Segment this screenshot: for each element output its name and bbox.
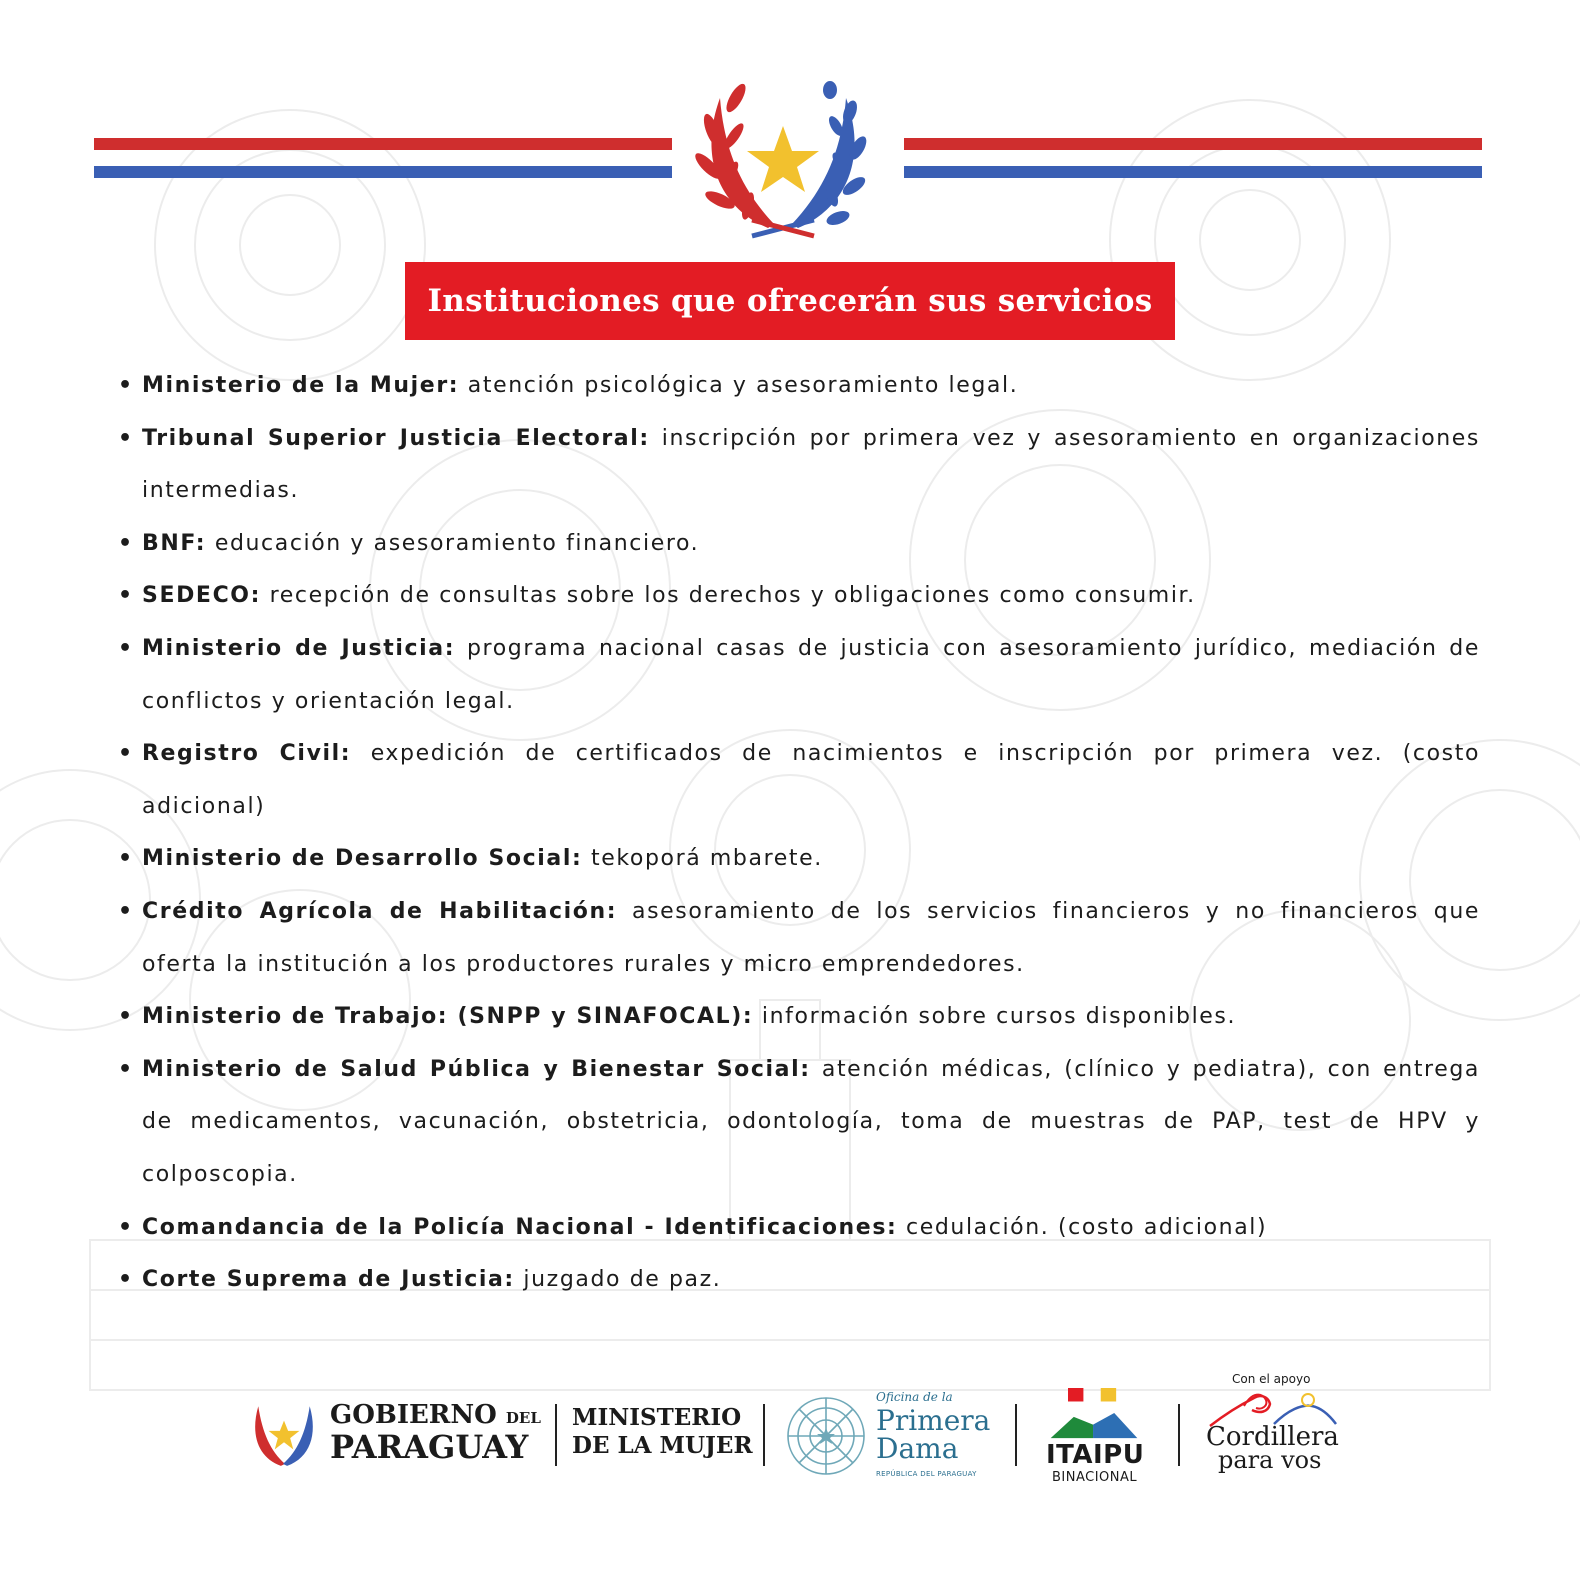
- service-description: atención psicológica y asesoramiento legal.: [467, 373, 1019, 398]
- services-list: [116, 360, 1480, 1307]
- service-item: [116, 570, 1480, 623]
- service-description: tekoporá mbarete.: [590, 846, 823, 872]
- service-description: información sobre cursos disponibles.: [761, 1004, 1237, 1030]
- footer-divider: [1015, 1404, 1017, 1466]
- itaipu-logo-icon: [1050, 1388, 1138, 1440]
- service-description: educación y asesoramiento financiero.: [214, 530, 700, 556]
- national-emblem-icon: [690, 78, 876, 244]
- right-blue-stripe: [904, 166, 1482, 178]
- left-blue-stripe: [94, 166, 672, 178]
- service-item: [116, 518, 1480, 571]
- service-item: [116, 991, 1480, 1044]
- cordillera-line2: para vos: [1218, 1446, 1322, 1474]
- service-name: Ministerio de Justicia:: [142, 635, 456, 661]
- right-red-stripe: [904, 138, 1482, 150]
- primera-dama-line2: Dama: [876, 1432, 959, 1465]
- itaipu-sub: BINACIONAL: [1052, 1470, 1138, 1485]
- service-name: Tribunal Superior Justicia Electoral:: [142, 425, 650, 451]
- service-name: SEDECO:: [142, 583, 262, 609]
- service-name: Comandancia de la Policía Nacional - Identificaciones:: [142, 1214, 898, 1240]
- service-item: [116, 833, 1480, 886]
- title-banner: [405, 262, 1175, 340]
- service-item: [116, 413, 1480, 518]
- ministerio-line1: MINISTERIO: [572, 1404, 742, 1431]
- service-item: [116, 1254, 1480, 1307]
- service-item: [116, 1044, 1480, 1202]
- apoyo-label: Con el apoyo: [1232, 1372, 1311, 1386]
- service-item: [116, 1202, 1480, 1255]
- service-description: programa nacional casas de justicia con asesoramiento jurídico, mediación de conflictos y orientación legal.: [142, 635, 1481, 714]
- service-item: [116, 886, 1480, 991]
- gobierno-del: DEL: [505, 1409, 541, 1427]
- footer-logos: [0, 1370, 1580, 1500]
- service-name: Ministerio de Salud Pública y Bienestar Social:: [142, 1056, 811, 1082]
- primera-dama-sub: REPÚBLICA DEL PARAGUAY: [876, 1470, 977, 1478]
- service-name: Ministerio de Desarrollo Social:: [142, 846, 583, 872]
- service-name: Ministerio de Trabajo: (SNPP y SINAFOCAL):: [142, 1004, 754, 1030]
- footer-divider: [1178, 1404, 1180, 1466]
- service-description: expedición de certificados de nacimientos e inscripción por primera vez. (costo adicional): [142, 741, 1481, 819]
- service-name: BNF:: [142, 530, 207, 556]
- service-name: Registro Civil:: [142, 741, 352, 767]
- service-description: asesoramiento de los servicios financieros y no financieros que oferta la institución a los productores rurales y micro emprendedores.: [142, 898, 1481, 977]
- ministerio-line2: DE LA MUJER: [572, 1432, 753, 1459]
- gobierno-line2: PARAGUAY: [330, 1428, 529, 1466]
- itaipu-name: ITAIPU: [1046, 1440, 1145, 1470]
- primera-dama-emblem-icon: [784, 1394, 868, 1478]
- footer-divider: [763, 1404, 765, 1466]
- service-item: [116, 623, 1480, 728]
- cordillera-line1: Cordillera: [1206, 1422, 1339, 1452]
- primera-dama-line1: Primera: [876, 1404, 991, 1437]
- page-title: Instituciones que ofrecerán sus servicios: [427, 283, 1153, 319]
- service-name: Crédito Agrícola de Habilitación:: [142, 898, 618, 924]
- gobierno-emblem-icon: [248, 1398, 320, 1470]
- service-description: atención médicas, (clínico y pediatra), con entrega de medicamentos, vacunación, obstetricia, odontología, toma de muestras de PAP, test de HPV y colposcopia.: [142, 1056, 1480, 1187]
- primera-dama-top: Oficina de la: [876, 1390, 953, 1404]
- service-description: cedulación. (costo adicional): [906, 1214, 1268, 1240]
- footer-divider: [555, 1404, 557, 1466]
- service-description: inscripción por primera vez y asesoramiento en organizaciones intermedias.: [142, 425, 1480, 504]
- service-item: [116, 360, 1480, 413]
- service-item: [116, 728, 1480, 833]
- service-description: recepción de consultas sobre los derechos y obligaciones como consumir.: [269, 583, 1196, 609]
- service-name: Ministerio de la Mujer:: [142, 373, 460, 398]
- gold-star-icon: [747, 126, 819, 192]
- left-red-stripe: [94, 138, 672, 150]
- service-name: Corte Suprema de Justicia:: [142, 1267, 515, 1293]
- service-description: juzgado de paz.: [523, 1267, 722, 1293]
- gobierno-line1: GOBIERNO: [330, 1400, 497, 1430]
